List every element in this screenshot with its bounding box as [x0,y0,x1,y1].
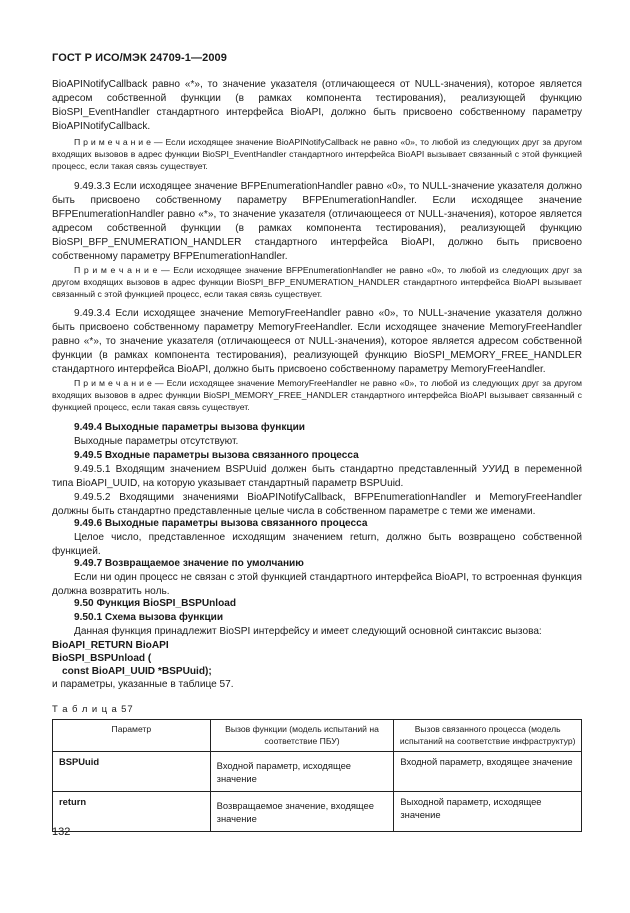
page-number: 132 [52,826,71,838]
heading-9-49-5: 9.49.5 Входные параметры вызова связанного процесса [74,450,359,461]
table-header-cell: Вызов связанного процесса (модель испытаний на соответствие инфраструктур) [394,720,582,752]
paragraph-default-return: Если ни один процесс не связан с этой функцией стандартного интерфейса BioAPI, то встроенная функция должна возвратить ноль. [52,572,582,597]
table-cell: Выходной параметр, исходящее значение [394,792,582,832]
table-cell-param: BSPUuid [53,752,211,792]
note-bfp-enumeration: П р и м е ч а н и е — Если исходящее значение BFPEnumerationHandler не равно «0», то любой из следующих друг за другом входящих вызовов в адрес функции BioSPI_BFP_ENUMERATION_HANDLER стандартного интерфейса BioAPI вызывает связанный с этой функцией процесс, если такая связь существует. [52,265,582,300]
paragraph-9-49-5-2: 9.49.5.2 Входящими значениями BioAPINotifyCallback, BFPEnumerationHandler и MemoryFreeHandler должны быть стандартно представленные целые числа в собственном параметре с теми же именами. [52,492,582,517]
table-57 [52,719,582,832]
paragraph-table-ref: и параметры, указанные в таблице 57. [52,679,234,690]
table-cell-param: return [53,792,211,832]
table-cell: Входной параметр, входящее значение [394,752,582,792]
paragraph-9-49-3-4: 9.49.3.4 Если исходящее значение MemoryFreeHandler равно «0», то NULL-значение указателя должно быть присвоено собственному параметру MemoryFreeHandler. Если исходящее значение MemoryFreeHandler равно «*», то значение указателя (отличающееся от NULL-значения), которое является адресом собственной функции (в рамках компонента тестирования), реализующей функцию BioSPI_MEMORY_FREE_HANDLER стандартного интерфейса BioAPI, должно быть присвоено собственному параметру MemoryFreeHandler. [52,308,582,375]
paragraph-9-49-5-1: 9.49.5.1 Входящим значением BSPUuid должен быть стандартно представленный УУИД в переменной типа BioAPI_UUID, на которую указывает стандартный параметр BSPUuid. [52,464,582,489]
paragraph-syntax-intro: Данная функция принадлежит BioSPI интерфейсу и имеет следующий основной синтаксис вызова: [74,626,542,637]
code-line-2: BioSPI_BSPUnload ( [52,653,152,664]
heading-9-49-6: 9.49.6 Выходные параметры вызова связанного процесса [74,518,368,529]
note-event-handler: П р и м е ч а н и е — Если исходящее значение BioAPINotifyCallback не равно «0», то любой из следующих друг за другом входящих вызовов в адрес функции BioSPI_EventHandler стандартного интерфейса BioAPI вызывает связанный с этой функцией процесс, если такая связь существует. [52,137,582,172]
table-row [53,792,582,832]
table-cell: Возвращаемое значение, входящее значение [210,792,394,832]
paragraph-9-49-3-3: 9.49.3.3 Если исходящее значение BFPEnumerationHandler равно «0», то NULL-значение указателя должно быть присвоено собственному параметру BFPEnumerationHandler. Если исходящее значение BFPEnumerationHandler равно «*», то значение указателя (отличающееся от NULL-значения), которое является адресом собственной функции (в рамках компонента тестирования), реализующей функцию BioSPI_BFP_ENUMERATION_HANDLER стандартного интерфейса BioAPI, должно быть присвоено собственному параметру BFPEnumerationHandler. [52,181,582,262]
table-header-cell: Вызов функции (модель испытаний на соответствие ПБУ) [210,720,394,752]
paragraph-no-output: Выходные параметры отсутствуют. [74,436,239,447]
document-header: ГОСТ Р ИСО/МЭК 24709-1—2009 [52,52,227,64]
paragraph-notify-callback: BioAPINotifyCallback равно «*», то значение указателя (отличающееся от NULL-значения), которое является адресом собственной функции (в рамках компонента тестирования), реализующей функцию BioSPI_EventHandler стандартного интерфейса BioAPI, должно быть присвоено собственному параметру BioAPINotifyCallback. [52,79,582,132]
table-title: Т а б л и ц а 57 [52,704,134,715]
table-cell: Входной параметр, исходящее значение [210,752,394,792]
heading-9-50: 9.50 Функция BioSPI_BSPUnload [74,598,237,609]
code-line-1: BioAPI_RETURN BioAPI [52,640,169,651]
note-memory-free: П р и м е ч а н и е — Если исходящее значение MemoryFreeHandler не равно «0», то любой из следующих друг за другом входящих вызовов в адрес функции BioSPI_MEMORY_FREE_HANDLER стандартного интерфейса BioAPI вызывает связанный с функцией процесс, если такая связь существует. [52,378,582,413]
table-row [53,752,582,792]
table-header-row [53,720,582,752]
table-header-cell: Параметр [53,720,211,752]
heading-9-49-4: 9.49.4 Выходные параметры вызова функции [74,422,306,433]
heading-9-49-7: 9.49.7 Возвращаемое значение по умолчанию [74,558,304,569]
paragraph-return-value: Целое число, представленное исходящим значением return, должно быть возвращено собственной функцией. [52,532,582,557]
heading-9-50-1: 9.50.1 Схема вызова функции [74,612,224,623]
code-line-3: const BioAPI_UUID *BSPUuid); [62,666,212,677]
